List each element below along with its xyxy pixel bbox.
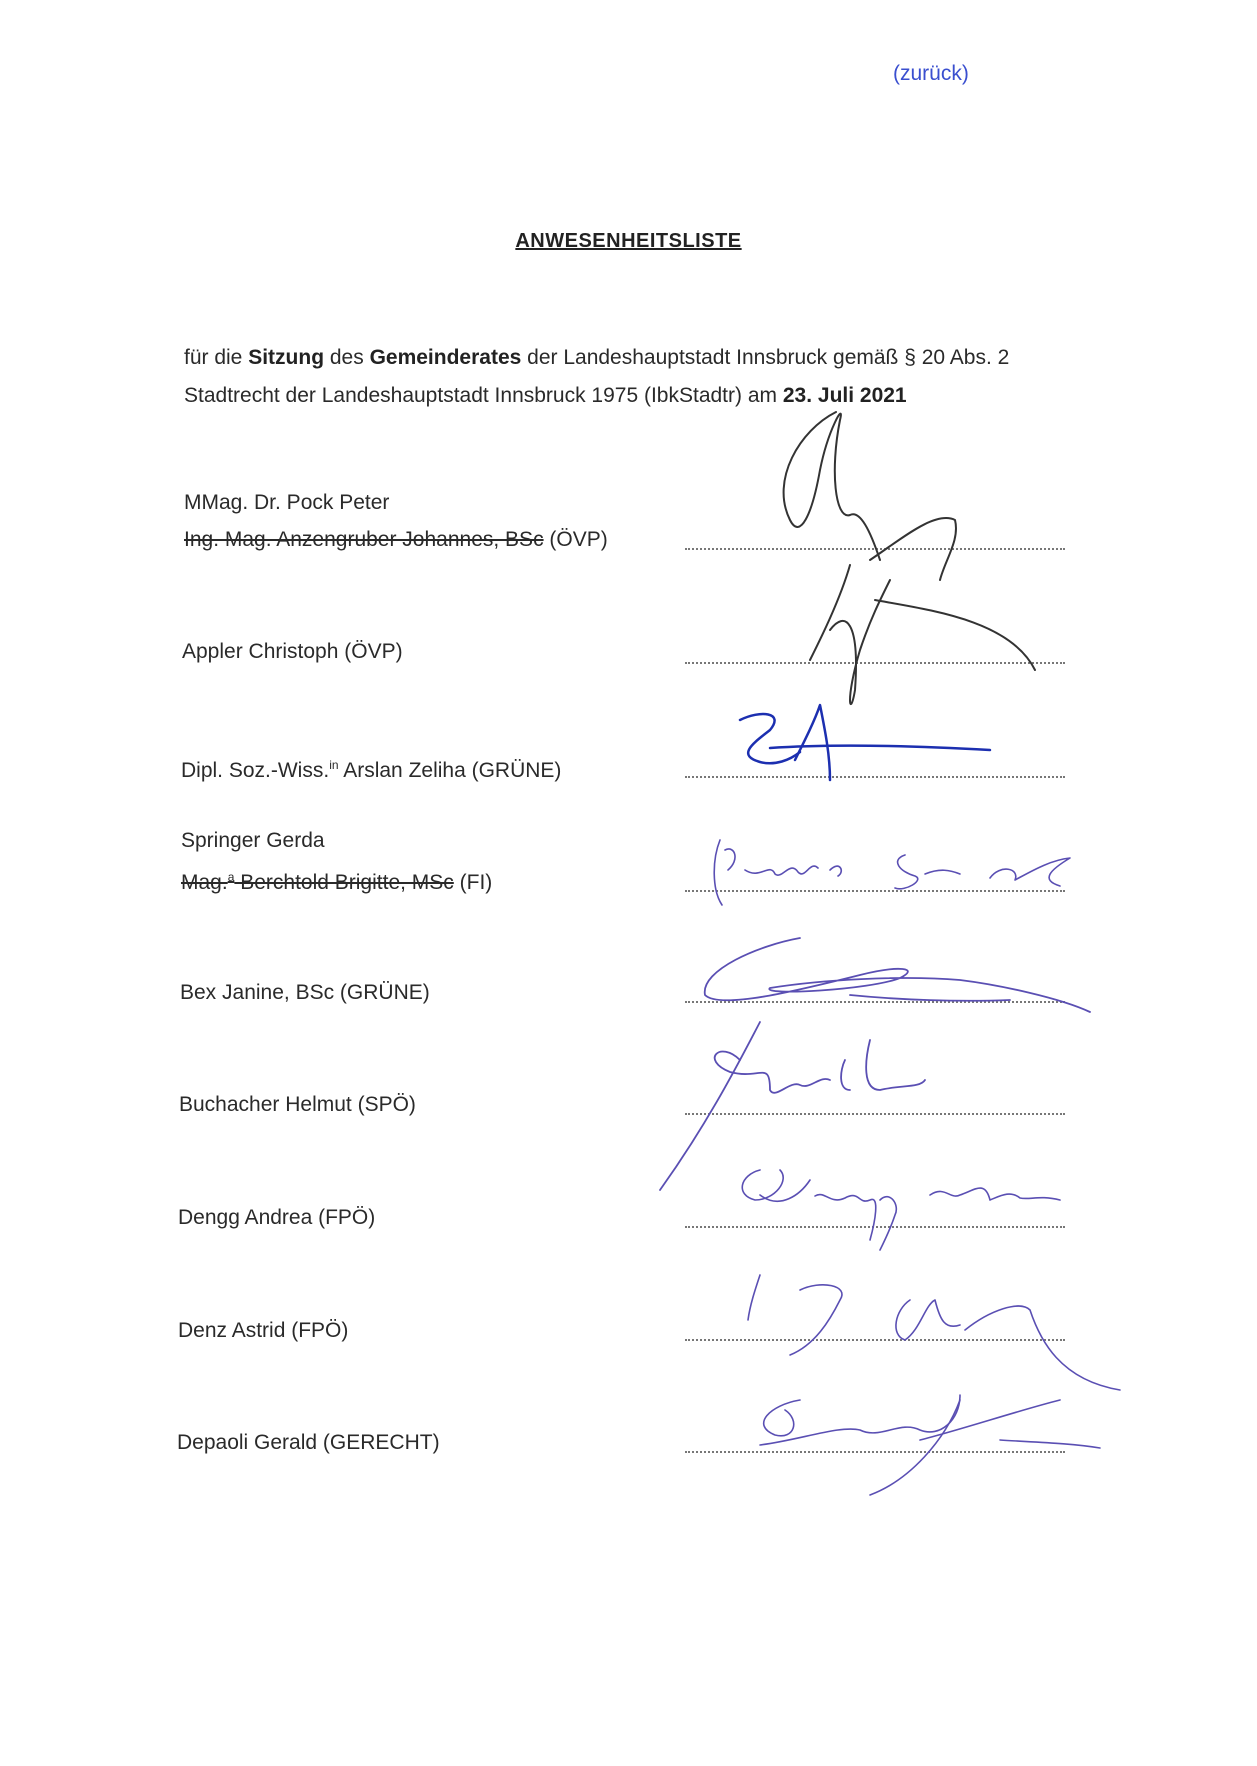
attendee-depaoli: Depaoli Gerald (GERECHT) [177,1431,440,1454]
signature-line [685,1001,1065,1003]
signature-line [685,776,1065,778]
signature-denz [748,1275,1120,1390]
signature-line [685,1339,1065,1341]
attendee-arslan: Dipl. Soz.-Wiss.$^{in}$ Arslan Zeliha (GRÜNE) [181,758,562,782]
signature-line [685,662,1065,664]
signature-line [685,1113,1065,1115]
attendee-denz: Denz Astrid (FPÖ) [178,1319,349,1342]
attendee-buchacher: Buchacher Helmut (SPÖ) [179,1093,416,1116]
intro-paragraph: für die Sitzung des Gemeinderates der Landeshauptstadt Innsbruck gemäß § 20 Abs. 2 Stadtrecht der Landeshauptstadt Innsbruck 1975 (IbkStadtr) am 23. Juli 2021 [184,346,1010,407]
signature-dengg [742,1170,1060,1250]
signature-appler [810,565,1035,704]
signature-pock [784,412,956,580]
document-title: ANWESENHEITSLISTE [515,230,742,252]
attendee-bex: Bex Janine, BSc (GRÜNE) [180,981,430,1004]
signature-line [685,548,1065,550]
signature-depaoli [760,1395,1100,1495]
signature-buchacher [660,1022,925,1190]
signature-line [685,890,1065,892]
attendee-dengg: Dengg Andrea (FPÖ) [178,1206,376,1229]
signature-line [685,1226,1065,1228]
signature-arslan [740,705,990,780]
attendee-appler: Appler Christoph (ÖVP) [182,640,403,663]
attendee-pock: MMag. Dr. Pock Peter Ing. Mag. Anzengruber Johannes, BSc (ÖVP) [184,491,608,551]
signature-line [685,1451,1065,1453]
attendee-springer: Springer Gerda Mag.$^a$ Berchtold Brigitte, MSc (FI) [181,829,493,894]
back-link[interactable]: (zurück) [893,62,969,85]
signature-springer [714,840,1070,905]
